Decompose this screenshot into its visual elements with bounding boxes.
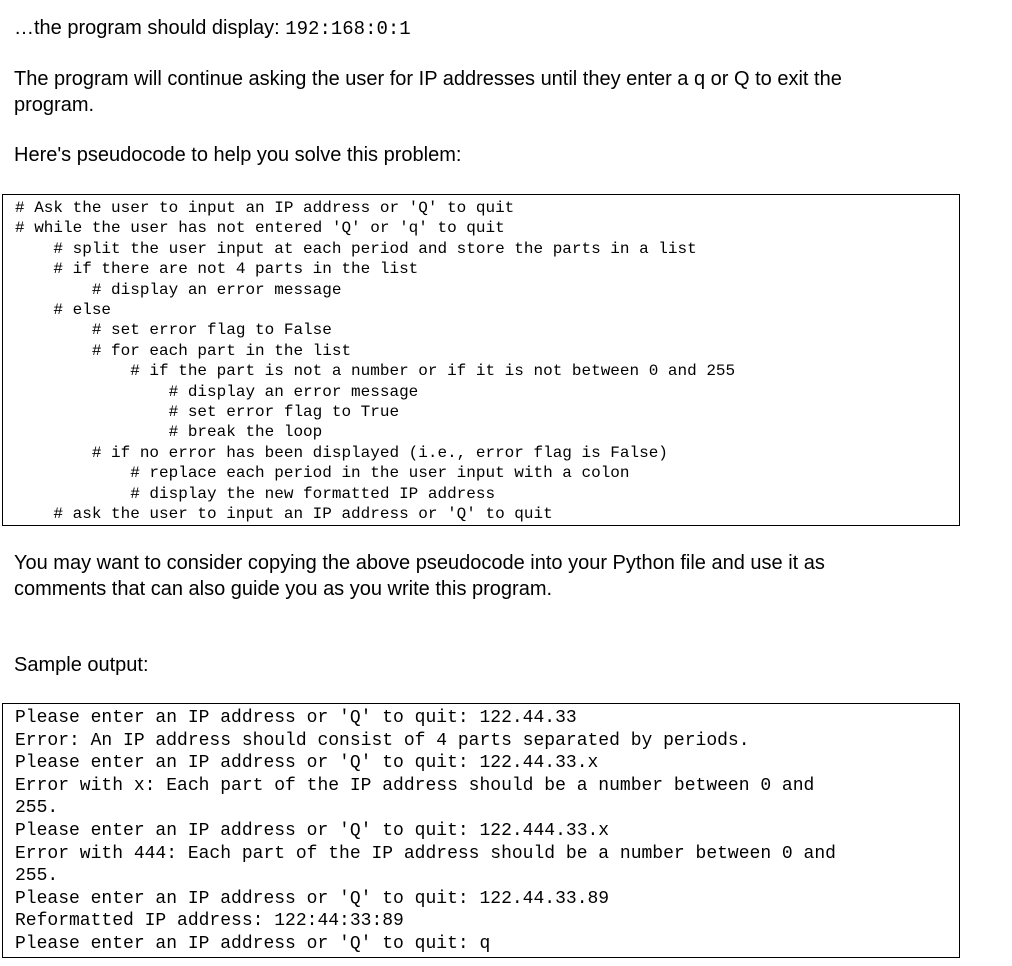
sample-output-box [2,703,960,958]
pseudocode-line: # display an error message [15,382,419,401]
sample-output-line: Please enter an IP address or 'Q' to quit: 122.444.33.x [15,820,610,841]
sample-output-line: Please enter an IP address or 'Q' to quit: 122.44.33.x [15,753,599,774]
pseudocode-line: # while the user has not entered 'Q' or 'q' to quit [15,219,505,238]
pseudocode-line: # else [15,301,112,320]
sample-output-line: Please enter an IP address or 'Q' to quit: 122.44.33.89 [15,888,610,909]
pseudocode-line: # set error flag to True [15,403,400,422]
sample-output-line: 255. [15,866,59,887]
pseudocode-heading: Here's pseudocode to help you solve this problem: [14,144,462,166]
continue-paragraph-line-2: program. [14,94,95,116]
sample-output-line: Please enter an IP address or 'Q' to quit: q [15,933,491,954]
pseudocode-line: # Ask the user to input an IP address or 'Q' to quit [15,199,515,217]
sample-output-line: Error with 444: Each part of the IP address should be a number between 0 and [15,843,836,864]
pseudocode-line: # display an error message [15,280,342,299]
pseudocode-line: # replace each period in the user input with a colon [15,464,630,483]
sample-output-line: Error: An IP address should consist of 4 parts separated by periods. [15,730,750,751]
sample-output-line: 255. [15,798,59,819]
pseudocode-line: # display the new formatted IP address [15,484,496,503]
sample-output-line: Reformatted IP address: 122:44:33:89 [15,911,404,932]
pseudocode-line: # ask the user to input an IP address or 'Q' to quit [15,505,553,524]
pseudocode-line: # if there are not 4 parts in the list [15,260,419,279]
display-instruction [14,15,411,42]
sample-output-line: Error with x: Each part of the IP address should be a number between 0 and [15,775,815,796]
sample-output-heading: Sample output: [14,654,149,676]
pseudocode-line: # set error flag to False [15,321,332,340]
advice-paragraph-line-1: You may want to consider copying the above pseudocode into your Python file and use it as [14,552,825,574]
pseudocode-line: # for each part in the list [15,341,352,360]
sample-output-line: Please enter an IP address or 'Q' to quit: 122.44.33 [15,708,577,728]
pseudocode-box [2,194,960,526]
display-example-value: 192:168:0:1 [285,18,411,40]
pseudocode-line: # break the loop [15,423,323,442]
pseudocode-line: # if no error has been displayed (i.e., error flag is False) [15,443,668,462]
advice-paragraph-line-2: comments that can also guide you as you write this program. [14,578,553,600]
continue-paragraph-line-1: The program will continue asking the user for IP addresses until they enter a q or Q to exit the [14,68,842,90]
display-instruction-text: …the program should display: [14,17,286,39]
pseudocode-line: # split the user input at each period and store the parts in a list [15,239,697,258]
pseudocode-line: # if the part is not a number or if it is not between 0 and 255 [15,362,736,381]
